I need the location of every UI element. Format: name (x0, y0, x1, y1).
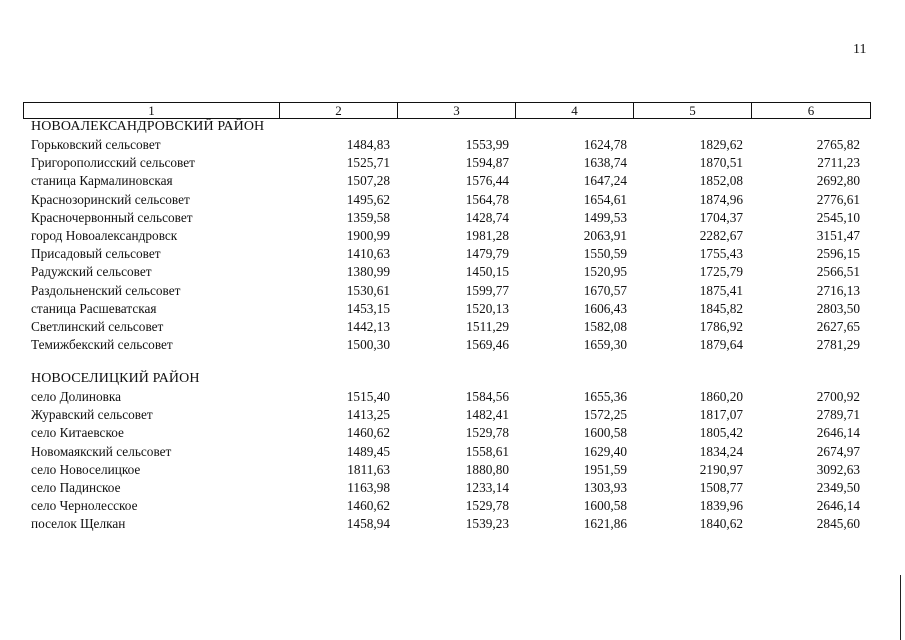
table-row (0, 283, 905, 301)
locality-name: село Чернолесское (31, 498, 138, 514)
value-cell: 1654,61 (583, 191, 627, 207)
value-cell: 1515,40 (346, 389, 390, 404)
value-cell: 1755,43 (699, 246, 743, 262)
value-cell: 2282,67 (699, 228, 743, 243)
table-row (0, 498, 905, 516)
table-row (0, 407, 905, 425)
table-row (0, 319, 905, 337)
value-cell: 1529,78 (465, 498, 509, 514)
value-cell: 1479,79 (465, 246, 509, 262)
value-cell: 2781,29 (816, 337, 860, 353)
value-cell: 1811,63 (347, 461, 390, 477)
value-cell: 1839,96 (699, 498, 743, 514)
value-cell: 1624,78 (583, 137, 627, 152)
value-cell: 1508,77 (699, 480, 743, 495)
value-cell: 1594,87 (465, 155, 509, 171)
locality-name: Раздольненский сельсовет (31, 282, 181, 298)
table-row (0, 228, 905, 246)
table-row (0, 192, 905, 210)
value-cell: 1458,94 (346, 516, 390, 532)
locality-name: Светлинский сельсовет (31, 319, 164, 334)
table-row (0, 480, 905, 498)
table-row (0, 516, 905, 534)
value-cell: 2063,91 (583, 228, 627, 243)
value-cell: 1582,08 (583, 319, 627, 334)
locality-name: село Падинское (31, 480, 121, 495)
value-cell: 2596,15 (816, 246, 860, 262)
value-cell: 1834,24 (699, 443, 743, 459)
value-cell: 1786,92 (699, 319, 743, 334)
value-cell: 1500,30 (346, 337, 390, 353)
value-cell: 1600,58 (583, 498, 627, 514)
value-cell: 2190,97 (699, 461, 743, 477)
value-cell: 2776,61 (816, 191, 860, 207)
value-cell: 2700,92 (816, 389, 860, 404)
value-cell: 1638,74 (583, 155, 627, 171)
value-cell: 1499,53 (583, 209, 627, 225)
value-cell: 2627,65 (816, 319, 860, 334)
value-cell: 2349,50 (816, 480, 860, 495)
locality-name: Новомаякский сельсовет (31, 443, 172, 459)
value-cell: 2692,80 (816, 173, 860, 189)
value-cell: 1413,25 (346, 407, 390, 423)
value-cell: 1484,83 (346, 137, 390, 152)
column-header: 2 (280, 103, 398, 119)
value-cell: 1599,77 (465, 282, 509, 298)
value-cell: 1303,93 (583, 480, 627, 495)
column-header: 4 (516, 103, 634, 119)
value-cell: 1870,51 (699, 155, 743, 171)
value-cell: 1900,99 (346, 228, 390, 243)
column-header: 3 (398, 103, 516, 119)
value-cell: 1539,23 (465, 516, 509, 532)
value-cell: 1879,64 (699, 337, 743, 353)
value-cell: 1817,07 (699, 407, 743, 423)
value-cell: 3092,63 (816, 461, 860, 477)
value-cell: 2674,97 (816, 443, 860, 459)
value-cell: 1981,28 (465, 228, 509, 243)
value-cell: 2803,50 (816, 300, 860, 316)
locality-name: Журавский сельсовет (31, 407, 153, 423)
value-cell: 1442,13 (346, 319, 390, 334)
value-cell: 1410,63 (346, 246, 390, 262)
value-cell: 2566,51 (816, 264, 860, 280)
value-cell: 1572,25 (583, 407, 627, 423)
value-cell: 1489,45 (346, 443, 390, 459)
value-cell: 1860,20 (699, 389, 743, 404)
table-row (0, 155, 905, 173)
column-header-table (23, 102, 871, 119)
locality-name: станица Кармалиновская (31, 173, 173, 189)
value-cell: 1845,82 (699, 300, 743, 316)
value-cell: 1529,78 (465, 425, 509, 441)
value-cell: 1584,56 (465, 389, 509, 404)
table-row (0, 210, 905, 228)
value-cell: 1805,42 (699, 425, 743, 441)
value-cell: 1564,78 (465, 191, 509, 207)
value-cell: 1233,14 (465, 480, 509, 495)
table-row (0, 173, 905, 191)
locality-name: село Новоселицкое (31, 461, 141, 477)
value-cell: 1525,71 (346, 155, 390, 171)
value-cell: 1428,74 (465, 209, 509, 225)
value-cell: 1655,36 (583, 389, 627, 404)
value-cell: 1550,59 (583, 246, 627, 262)
value-cell: 2789,71 (816, 407, 860, 423)
value-cell: 2716,13 (816, 282, 860, 298)
value-cell: 1460,62 (346, 498, 390, 514)
value-cell: 1874,96 (699, 191, 743, 207)
value-cell: 1725,79 (699, 264, 743, 280)
locality-name: станица Расшеватская (31, 300, 157, 316)
value-cell: 1482,41 (465, 407, 509, 423)
value-cell: 1553,99 (465, 137, 509, 152)
table-row (0, 337, 905, 355)
column-header: 6 (752, 103, 871, 119)
value-cell: 1380,99 (346, 264, 390, 280)
column-header: 1 (24, 103, 280, 119)
table-row (0, 246, 905, 264)
value-cell: 1530,61 (346, 282, 390, 298)
column-header-row (24, 103, 871, 119)
value-cell: 2711,23 (817, 155, 860, 171)
page-number: 11 (853, 42, 867, 57)
value-cell: 1647,24 (583, 173, 627, 189)
locality-name: Радужский сельсовет (31, 264, 152, 280)
value-cell: 1829,62 (699, 137, 743, 152)
column-header: 5 (634, 103, 752, 119)
value-cell: 1163,98 (347, 480, 390, 495)
value-cell: 1606,43 (583, 300, 627, 316)
value-cell: 2545,10 (816, 209, 860, 225)
table-row (0, 425, 905, 443)
locality-name: Горьковский сельсовет (31, 137, 161, 152)
value-cell: 1875,41 (699, 282, 743, 298)
value-cell: 1659,30 (583, 337, 627, 353)
value-cell: 1852,08 (699, 173, 743, 189)
value-cell: 1359,58 (346, 209, 390, 225)
table-row (0, 301, 905, 319)
value-cell: 1576,44 (465, 173, 509, 189)
locality-name: Краснозоринский сельсовет (31, 191, 190, 207)
value-cell: 1951,59 (583, 461, 627, 477)
value-cell: 1621,86 (583, 516, 627, 532)
locality-name: Красночервонный сельсовет (31, 209, 193, 225)
value-cell: 1460,62 (346, 425, 390, 441)
section-title: НОВОАЛЕКСАНДРОВСКИЙ РАЙОН (31, 119, 265, 134)
value-cell: 1507,28 (346, 173, 390, 189)
locality-name: Темижбекский сельсовет (31, 337, 173, 353)
value-cell: 1520,13 (465, 300, 509, 316)
value-cell: 1629,40 (583, 443, 627, 459)
value-cell: 1840,62 (699, 516, 743, 532)
value-cell: 1880,80 (465, 461, 509, 477)
value-cell: 1450,15 (465, 264, 509, 280)
value-cell: 1569,46 (465, 337, 509, 353)
value-cell: 1558,61 (465, 443, 509, 459)
locality-name: поселок Щелкан (31, 516, 126, 532)
table-row (0, 462, 905, 480)
value-cell: 2765,82 (816, 137, 860, 152)
page-edge-line (900, 575, 901, 640)
locality-name: Григорополисский сельсовет (31, 155, 195, 171)
table-row (0, 444, 905, 462)
table-row (0, 264, 905, 282)
locality-name: село Китаевское (31, 425, 124, 441)
table-row (0, 137, 905, 155)
locality-name: Присадовый сельсовет (31, 246, 161, 262)
locality-name: село Долиновка (31, 389, 122, 404)
locality-name: город Новоалександровск (31, 228, 178, 243)
value-cell: 1453,15 (346, 300, 390, 316)
value-cell: 3151,47 (816, 228, 860, 243)
value-cell: 1520,95 (583, 264, 627, 280)
section-title: НОВОСЕЛИЦКИЙ РАЙОН (31, 371, 200, 386)
value-cell: 1670,57 (583, 282, 627, 298)
value-cell: 1495,62 (346, 191, 390, 207)
value-cell: 1704,37 (699, 209, 743, 225)
value-cell: 1511,29 (466, 319, 509, 334)
value-cell: 2646,14 (816, 498, 860, 514)
value-cell: 1600,58 (583, 425, 627, 441)
value-cell: 2845,60 (816, 516, 860, 532)
table-row (0, 389, 905, 407)
value-cell: 2646,14 (816, 425, 860, 441)
